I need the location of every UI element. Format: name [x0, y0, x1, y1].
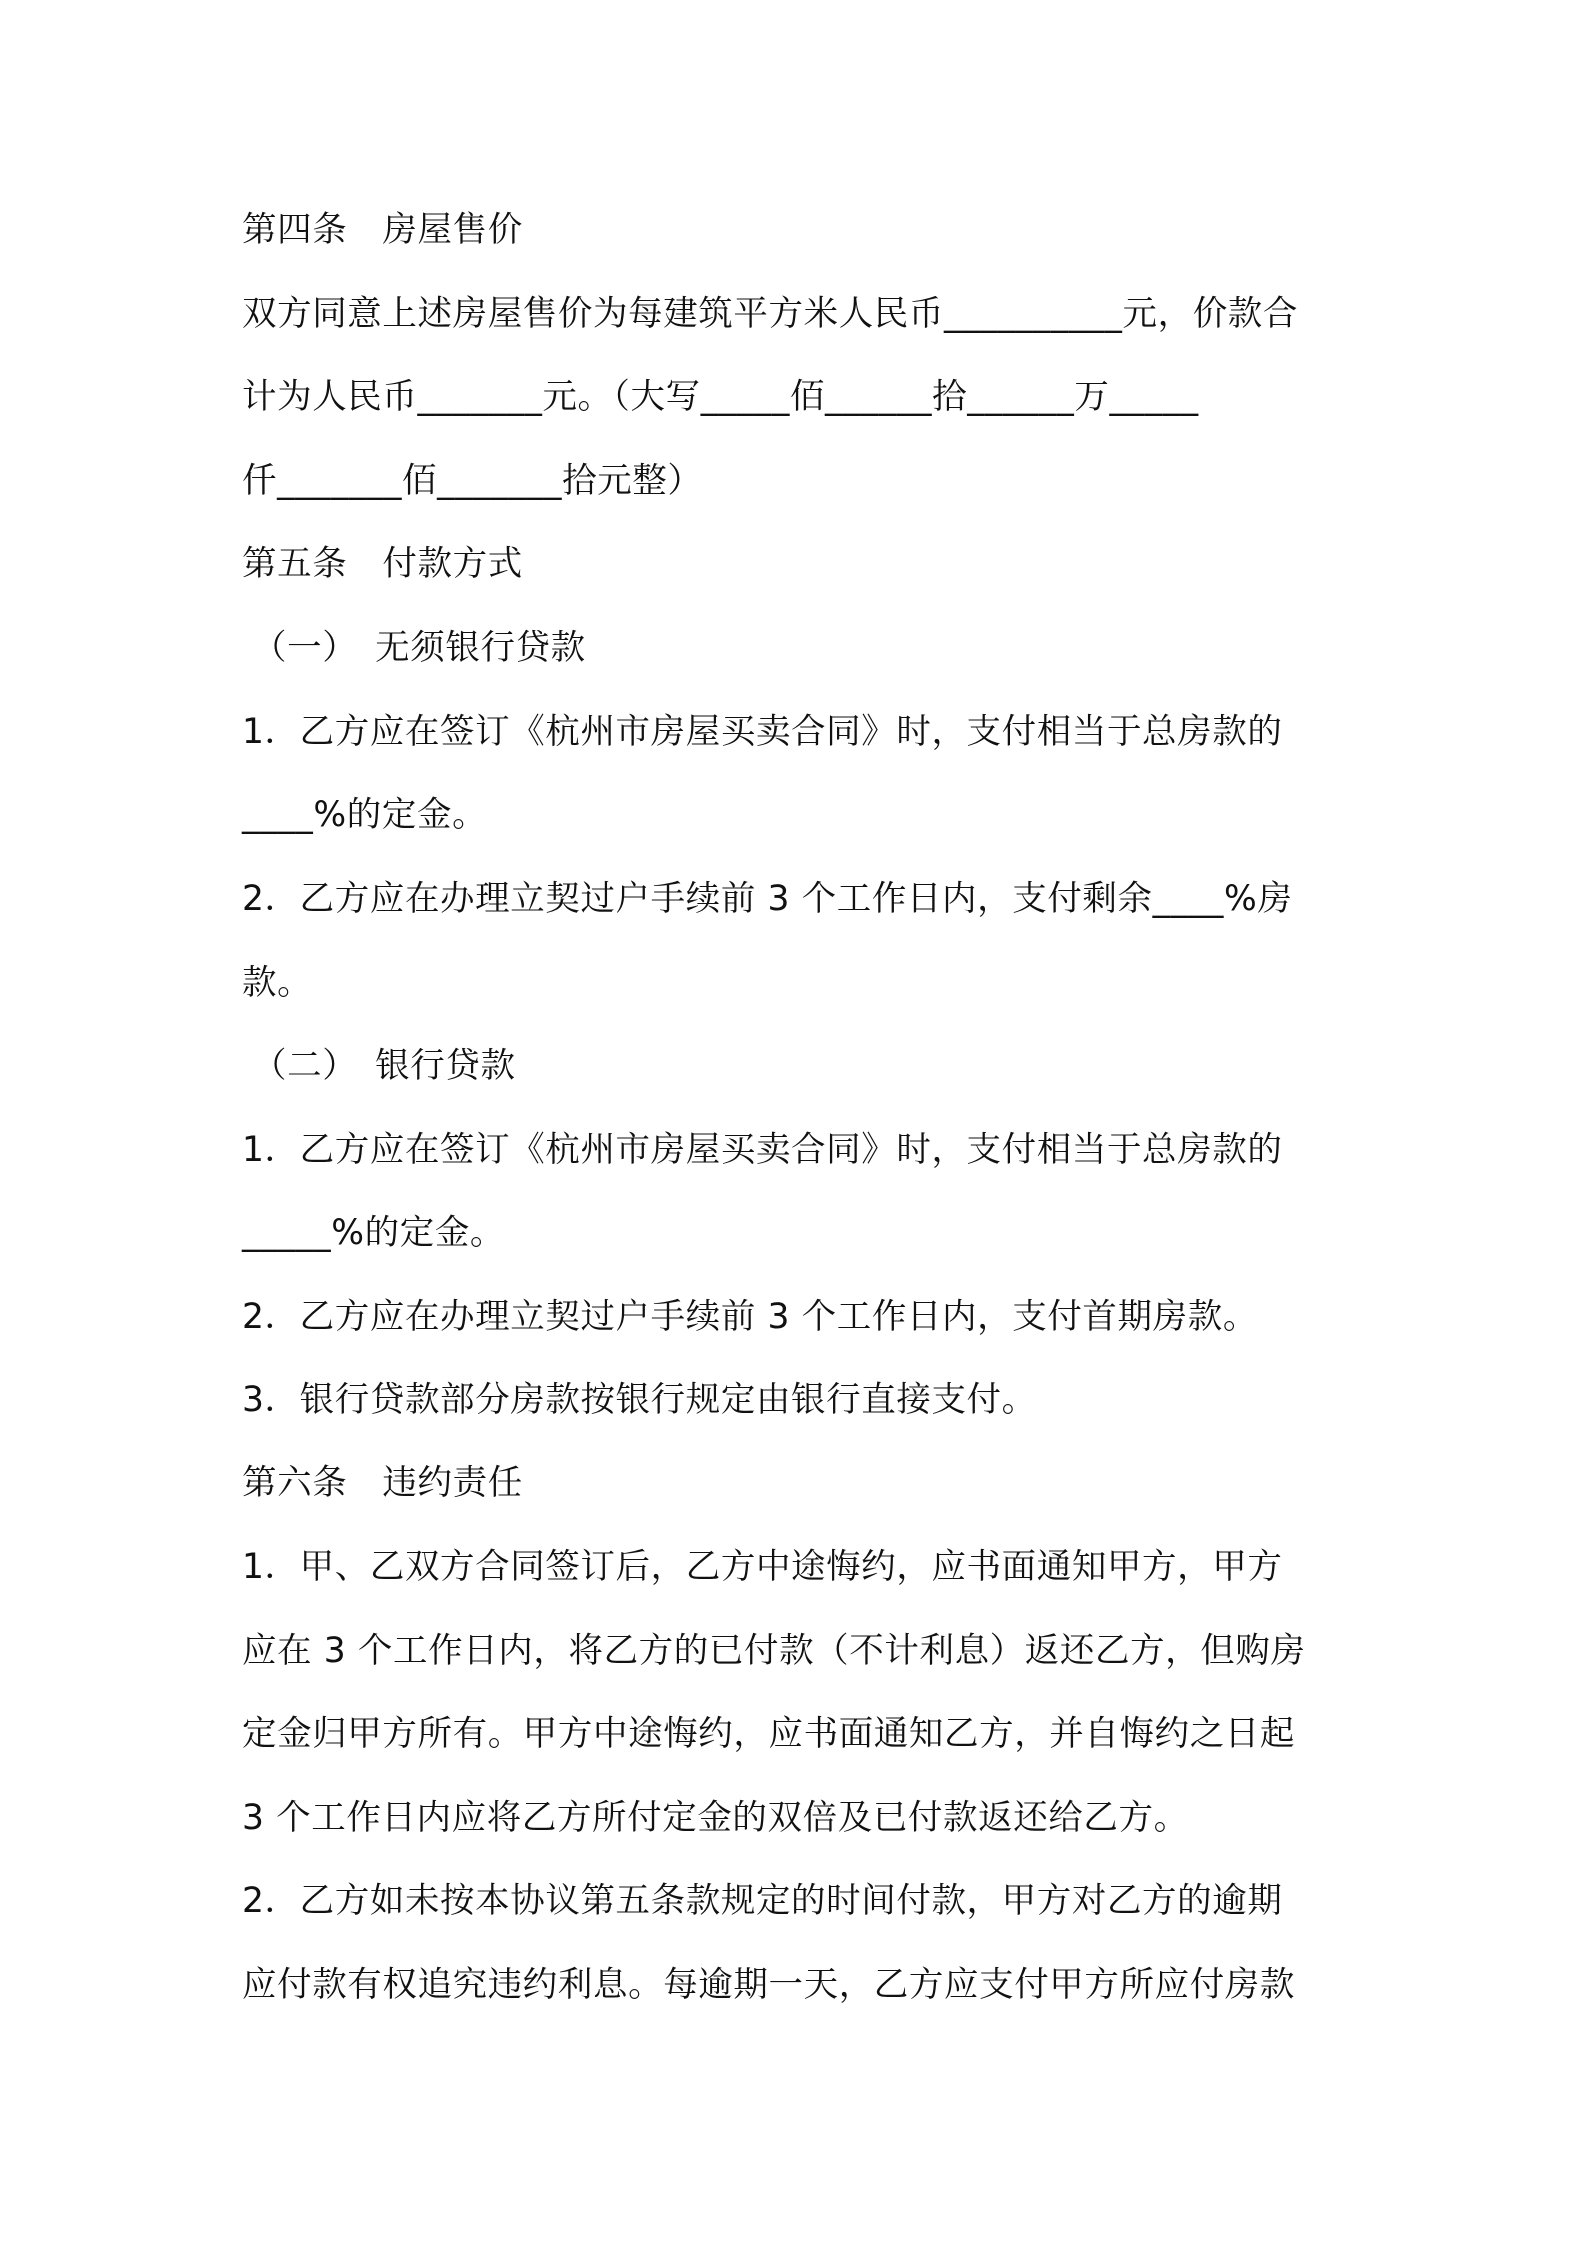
paragraph-line: 1．甲、乙双方合同签订后，乙方中途悔约，应书面通知甲方，甲方: [242, 1547, 1283, 1587]
paragraph-line: 款。: [242, 963, 313, 1003]
article-4-heading: 第四条 房屋售价: [242, 210, 523, 250]
paragraph-line: 应在 3 个工作日内，将乙方的已付款（不计利息）返还乙方，但购房: [242, 1631, 1306, 1671]
paragraph-line: 2．乙方应在办理立契过户手续前 3 个工作日内，支付首期房款。: [242, 1297, 1258, 1337]
paragraph-line: 定金归甲方所有。甲方中途悔约，应书面通知乙方，并自悔约之日起: [242, 1714, 1295, 1754]
article-6-heading: 第六条 违约责任: [242, 1463, 523, 1503]
paragraph-line: _____%的定金。: [242, 1213, 506, 1253]
paragraph-line: 2．乙方如未按本协议第五条款规定的时间付款，甲方对乙方的逾期: [242, 1881, 1283, 1921]
paragraph-line: 1．乙方应在签订《杭州市房屋买卖合同》时，支付相当于总房款的: [242, 712, 1283, 752]
paragraph-line: 仟_______佰_______拾元整）: [242, 461, 703, 501]
paragraph-line: 3．银行贷款部分房款按银行规定由银行直接支付。: [242, 1380, 1037, 1420]
subsection-1-heading: （一） 无须银行贷款: [252, 628, 586, 668]
paragraph-line: 2．乙方应在办理立契过户手续前 3 个工作日内，支付剩余____%房: [242, 879, 1293, 919]
paragraph-line: ____%的定金。: [242, 795, 488, 835]
paragraph-line: 应付款有权追究违约利息。每逾期一天，乙方应支付甲方所应付房款: [242, 1965, 1295, 2005]
paragraph-line: 1．乙方应在签订《杭州市房屋买卖合同》时，支付相当于总房款的: [242, 1130, 1283, 1170]
paragraph-line: 双方同意上述房屋售价为每建筑平方米人民币__________元，价款合: [242, 294, 1298, 334]
article-5-heading: 第五条 付款方式: [242, 544, 523, 584]
paragraph-line: 3 个工作日内应将乙方所付定金的双倍及已付款返还给乙方。: [242, 1798, 1189, 1838]
subsection-2-heading: （二） 银行贷款: [252, 1046, 516, 1086]
paragraph-line: 计为人民币_______元。（大写_____佰______拾______万_____: [242, 377, 1199, 417]
